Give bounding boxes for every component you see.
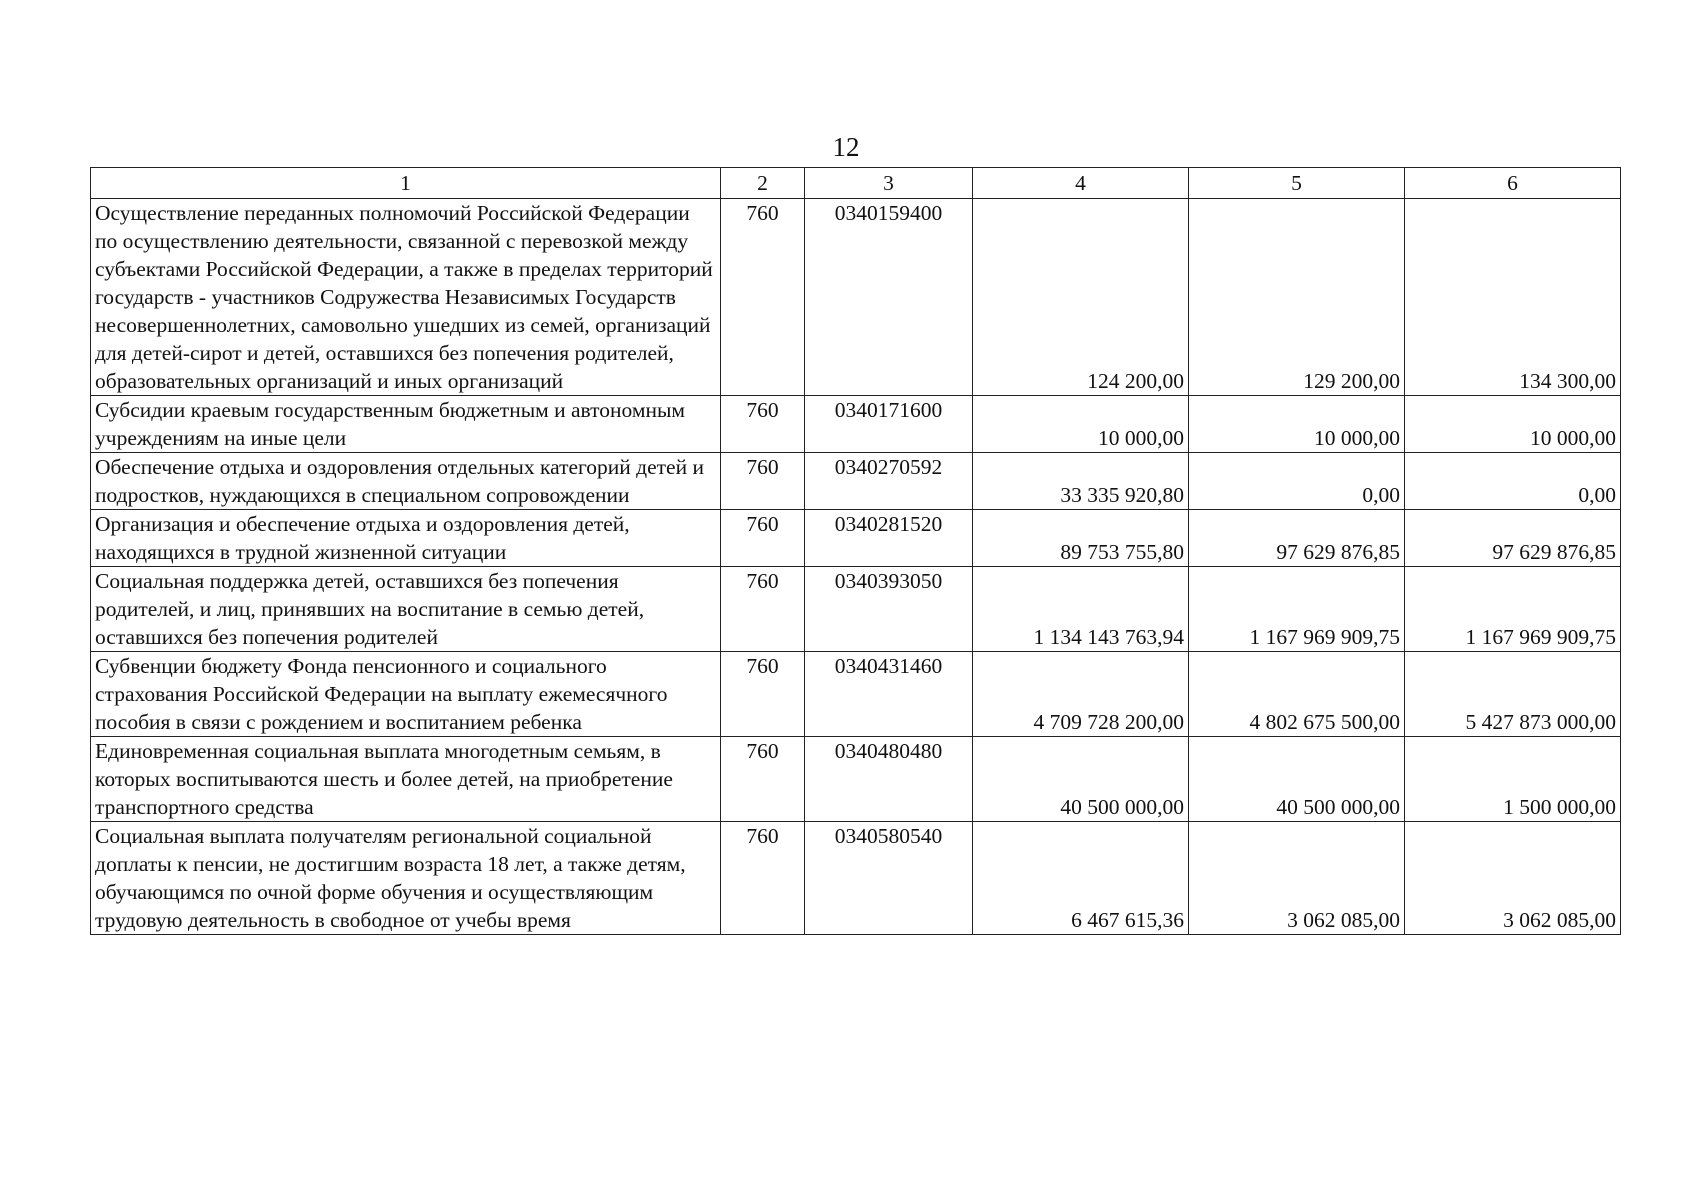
row-csr: 0340431460	[805, 652, 973, 737]
row-csr: 0340281520	[805, 510, 973, 567]
column-header-3: 3	[805, 168, 973, 199]
row-code: 760	[721, 822, 805, 935]
row-amount-1: 33 335 920,80	[973, 453, 1189, 510]
row-amount-1: 124 200,00	[973, 199, 1189, 396]
row-amount-2: 40 500 000,00	[1189, 737, 1405, 822]
column-header-6: 6	[1405, 168, 1621, 199]
row-code: 760	[721, 510, 805, 567]
row-amount-3: 10 000,00	[1405, 396, 1621, 453]
row-name: Субсидии краевым государственным бюджетным и автономным учреждениям на иные цели	[91, 396, 721, 453]
row-code: 760	[721, 567, 805, 652]
row-name: Социальная поддержка детей, оставшихся без попечения родителей, и лиц, принявших на воспитание в семью детей, оставшихся без попечения родителей	[91, 567, 721, 652]
row-amount-1: 10 000,00	[973, 396, 1189, 453]
column-header-2: 2	[721, 168, 805, 199]
row-csr: 0340159400	[805, 199, 973, 396]
table-row	[91, 737, 1621, 822]
table-row	[91, 567, 1621, 652]
row-code: 760	[721, 396, 805, 453]
table-row	[91, 453, 1621, 510]
row-amount-1: 40 500 000,00	[973, 737, 1189, 822]
row-name: Социальная выплата получателям региональной социальной доплаты к пенсии, не достигшим возраста 18 лет, а также детям, обучающимся по очной форме обучения и осуществляющим трудовую деятельность в свободное от учебы время	[91, 822, 721, 935]
row-csr: 0340171600	[805, 396, 973, 453]
row-code: 760	[721, 737, 805, 822]
row-amount-2: 4 802 675 500,00	[1189, 652, 1405, 737]
column-header-4: 4	[973, 168, 1189, 199]
row-name: Осуществление переданных полномочий Российской Федерации по осуществлению деятельности, связанной с перевозкой между субъектами Российской Федерации, а также в пределах территорий государств - участников Содружества Независимых Государств несовершеннолетних, самовольно ушедших из семей, организаций для детей-сирот и детей, оставшихся без попечения родителей, образовательных организаций и иных организаций	[91, 199, 721, 396]
row-csr: 0340580540	[805, 822, 973, 935]
row-amount-2: 129 200,00	[1189, 199, 1405, 396]
row-code: 760	[721, 199, 805, 396]
table-row	[91, 652, 1621, 737]
row-amount-1: 89 753 755,80	[973, 510, 1189, 567]
row-amount-2: 10 000,00	[1189, 396, 1405, 453]
row-name: Субвенции бюджету Фонда пенсионного и социального страхования Российской Федерации на выплату ежемесячного пособия в связи с рождением и воспитанием ребенка	[91, 652, 721, 737]
row-amount-3: 0,00	[1405, 453, 1621, 510]
row-amount-2: 0,00	[1189, 453, 1405, 510]
row-name: Единовременная социальная выплата многодетным семьям, в которых воспитываются шесть и более детей, на приобретение транспортного средства	[91, 737, 721, 822]
table-row	[91, 396, 1621, 453]
row-csr: 0340480480	[805, 737, 973, 822]
row-amount-3: 3 062 085,00	[1405, 822, 1621, 935]
row-amount-3: 1 167 969 909,75	[1405, 567, 1621, 652]
row-code: 760	[721, 652, 805, 737]
table-row	[91, 822, 1621, 935]
row-csr: 0340393050	[805, 567, 973, 652]
row-amount-3: 1 500 000,00	[1405, 737, 1621, 822]
column-header-1: 1	[91, 168, 721, 199]
row-amount-1: 4 709 728 200,00	[973, 652, 1189, 737]
row-name: Организация и обеспечение отдыха и оздоровления детей, находящихся в трудной жизненной ситуации	[91, 510, 721, 567]
row-amount-2: 1 167 969 909,75	[1189, 567, 1405, 652]
row-amount-1: 6 467 615,36	[973, 822, 1189, 935]
table-row	[91, 199, 1621, 396]
row-name: Обеспечение отдыха и оздоровления отдельных категорий детей и подростков, нуждающихся в специальном сопровождении	[91, 453, 721, 510]
row-code: 760	[721, 453, 805, 510]
row-amount-3: 134 300,00	[1405, 199, 1621, 396]
row-amount-3: 5 427 873 000,00	[1405, 652, 1621, 737]
row-amount-1: 1 134 143 763,94	[973, 567, 1189, 652]
row-amount-3: 97 629 876,85	[1405, 510, 1621, 567]
budget-table	[90, 167, 1621, 935]
row-amount-2: 3 062 085,00	[1189, 822, 1405, 935]
row-csr: 0340270592	[805, 453, 973, 510]
page-number: 12	[832, 132, 860, 162]
table-header-row	[91, 168, 1621, 199]
column-header-5: 5	[1189, 168, 1405, 199]
row-amount-2: 97 629 876,85	[1189, 510, 1405, 567]
table-row	[91, 510, 1621, 567]
